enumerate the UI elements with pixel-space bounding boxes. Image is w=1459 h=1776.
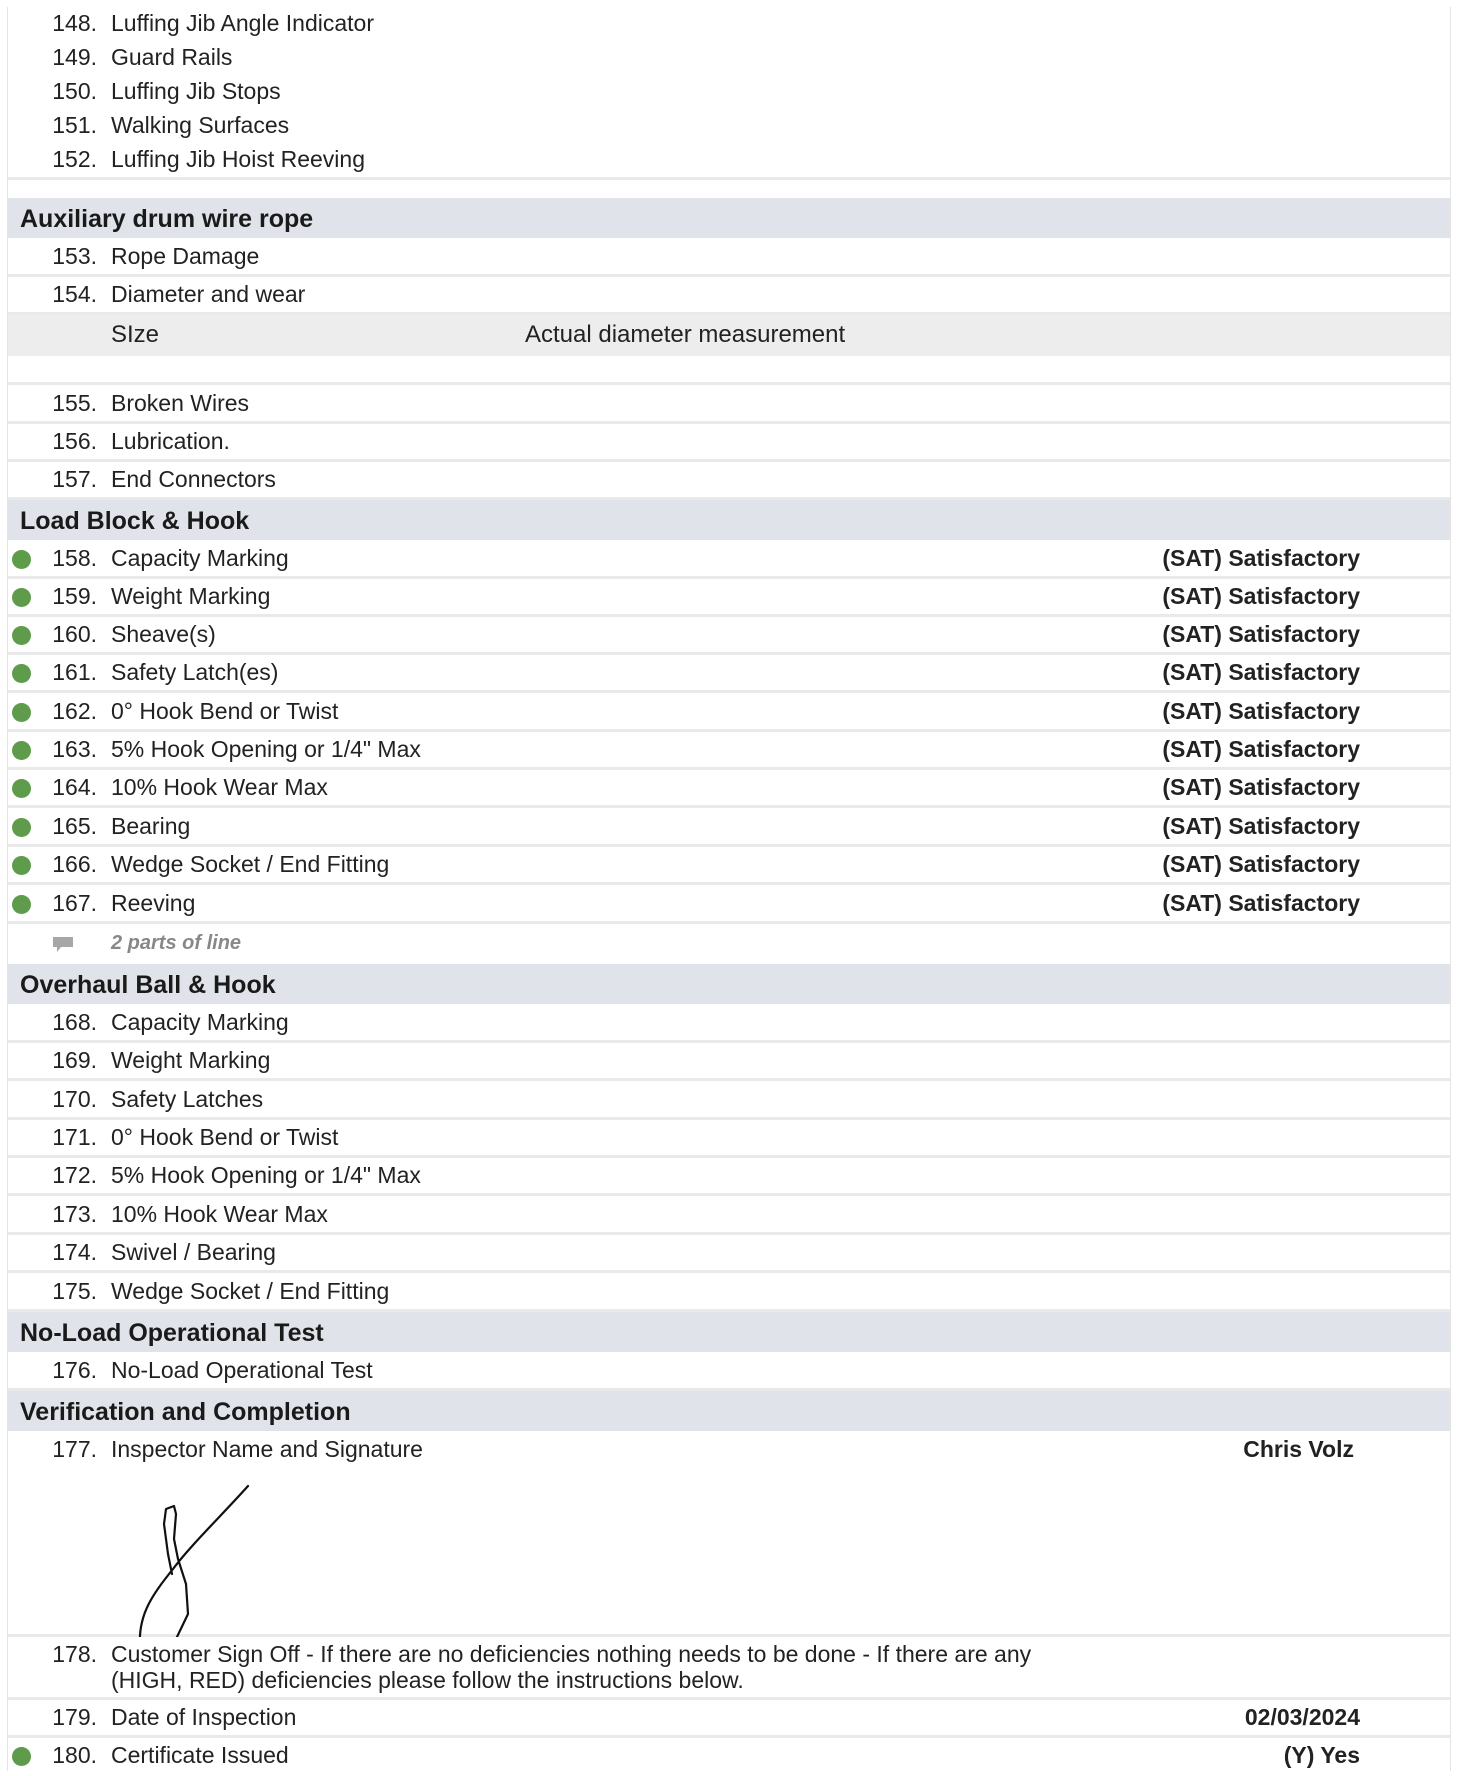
checklist-row <box>8 142 1450 180</box>
item-number: 173. <box>52 1201 97 1227</box>
item-label: Sheave(s) <box>111 621 216 647</box>
section-title: Load Block & Hook <box>20 507 250 535</box>
checklist-row <box>8 6 1450 44</box>
status-dot-icon <box>12 664 31 683</box>
inspector-signature <box>128 1484 258 1654</box>
item-label: Customer Sign Off - If there are no deficiencies nothing needs to be done - If there are any (HIGH, RED) deficiencies please follow the instructions below. <box>111 1641 1032 1693</box>
item-number: 164. <box>52 774 97 800</box>
status-dot-icon <box>12 588 31 607</box>
item-status: (SAT) Satisfactory <box>1162 736 1360 762</box>
item-number: 172. <box>52 1162 97 1188</box>
checklist-row <box>8 579 1450 617</box>
checklist-row <box>8 1158 1450 1196</box>
checklist-row <box>8 1043 1450 1081</box>
item-status: (SAT) Satisfactory <box>1162 698 1360 724</box>
item-label: Broken Wires <box>111 390 250 416</box>
status-dot-icon <box>12 895 31 914</box>
comment-row <box>8 924 1450 964</box>
item-label: Diameter and wear <box>111 281 306 307</box>
status-dot-icon <box>12 1747 31 1766</box>
diameter-table-row <box>8 356 1450 385</box>
item-label: Weight Marking <box>111 1047 271 1073</box>
item-number: 177. <box>52 1436 97 1462</box>
status-dot-icon <box>12 856 31 875</box>
status-dot-icon <box>12 703 31 722</box>
diameter-column-header: Actual diameter measurement <box>525 321 846 348</box>
comment-icon <box>52 936 74 959</box>
item-status: (Y) Yes <box>1283 1742 1360 1768</box>
item-status: (SAT) Satisfactory <box>1162 621 1360 647</box>
item-number: 178. <box>52 1641 97 1667</box>
item-label: Wedge Socket / End Fitting <box>111 851 390 877</box>
checklist-row <box>8 277 1450 315</box>
section-title: Verification and Completion <box>20 1398 351 1426</box>
checklist-row <box>8 770 1450 808</box>
checklist-row <box>8 239 1450 277</box>
item-number: 156. <box>52 428 97 454</box>
item-number: 176. <box>52 1357 97 1383</box>
item-label: Rope Damage <box>111 243 260 269</box>
item-label: Bearing <box>111 813 191 839</box>
item-label: Luffing Jib Hoist Reeving <box>111 146 365 172</box>
section-title: Overhaul Ball & Hook <box>20 971 276 999</box>
inspection-date: 02/03/2024 <box>1244 1704 1360 1730</box>
item-status: (SAT) Satisfactory <box>1162 890 1360 916</box>
item-number: 166. <box>52 851 97 877</box>
item-number: 175. <box>52 1278 97 1304</box>
section-header-verification <box>8 1391 1450 1431</box>
checklist-row <box>8 386 1450 424</box>
item-number: 158. <box>52 545 97 571</box>
item-number: 155. <box>52 390 97 416</box>
item-label: Inspector Name and Signature <box>111 1436 423 1462</box>
item-label: End Connectors <box>111 466 276 492</box>
checklist-row <box>8 732 1450 770</box>
section-header-load-block <box>8 500 1450 540</box>
item-number: 161. <box>52 659 97 685</box>
status-dot-icon <box>12 818 31 837</box>
item-number: 148. <box>52 10 97 36</box>
item-label: 5% Hook Opening or 1/4" Max <box>111 736 421 762</box>
checklist-row <box>8 1700 1450 1738</box>
checklist-row <box>8 1274 1450 1312</box>
item-label: Weight Marking <box>111 583 271 609</box>
size-column-header: SIze <box>111 321 160 348</box>
item-number: 160. <box>52 621 97 647</box>
item-number: 149. <box>52 44 97 70</box>
checklist-row <box>8 108 1450 146</box>
item-number: 168. <box>52 1009 97 1035</box>
checklist-row <box>8 424 1450 462</box>
checklist-row <box>8 809 1450 847</box>
item-label: Lubrication. <box>111 428 230 454</box>
item-label: No-Load Operational Test <box>111 1357 373 1383</box>
item-label: Reeving <box>111 890 196 916</box>
item-number: 171. <box>52 1124 97 1150</box>
item-number: 159. <box>52 583 97 609</box>
item-number: 167. <box>52 890 97 916</box>
item-number: 163. <box>52 736 97 762</box>
item-label: Luffing Jib Angle Indicator <box>111 10 374 36</box>
checklist-row <box>8 1082 1450 1120</box>
item-label: 10% Hook Wear Max <box>111 1201 328 1227</box>
item-label: Capacity Marking <box>111 545 289 571</box>
item-status: (SAT) Satisfactory <box>1162 659 1360 685</box>
item-label: Capacity Marking <box>111 1009 289 1035</box>
item-label: 0° Hook Bend or Twist <box>111 698 339 724</box>
item-number: 165. <box>52 813 97 839</box>
item-label: Walking Surfaces <box>111 112 290 138</box>
item-label: Wedge Socket / End Fitting <box>111 1278 390 1304</box>
item-label: 0° Hook Bend or Twist <box>111 1124 339 1150</box>
item-number: 152. <box>52 146 97 172</box>
comment-text: 2 parts of line <box>111 932 242 954</box>
checklist-row <box>8 74 1450 112</box>
checklist-row <box>8 655 1450 693</box>
section-header-auxiliary-drum <box>8 198 1450 238</box>
status-dot-icon <box>12 550 31 569</box>
checklist-row <box>8 1353 1450 1391</box>
checklist-row <box>8 886 1450 924</box>
checklist-row <box>8 617 1450 655</box>
checklist-row <box>8 462 1450 500</box>
checklist-row <box>8 1637 1450 1700</box>
item-number: 150. <box>52 78 97 104</box>
item-number: 169. <box>52 1047 97 1073</box>
item-status: (SAT) Satisfactory <box>1162 774 1360 800</box>
item-number: 157. <box>52 466 97 492</box>
status-dot-icon <box>12 626 31 645</box>
item-label: Luffing Jib Stops <box>111 78 281 104</box>
checklist-row <box>8 694 1450 732</box>
section-title: No-Load Operational Test <box>20 1319 324 1347</box>
checklist-row <box>8 1005 1450 1043</box>
item-label: Guard Rails <box>111 44 233 70</box>
item-number: 170. <box>52 1086 97 1112</box>
item-number: 154. <box>52 281 97 307</box>
checklist-row <box>8 1197 1450 1235</box>
section-header-no-load-test <box>8 1312 1450 1352</box>
checklist-row <box>8 1432 1450 1637</box>
item-number: 162. <box>52 698 97 724</box>
checklist-row <box>8 1120 1450 1158</box>
checklist-row <box>8 40 1450 78</box>
item-number: 180. <box>52 1742 97 1768</box>
checklist-row <box>8 847 1450 885</box>
item-status: (SAT) Satisfactory <box>1162 851 1360 877</box>
inspector-name: Chris Volz <box>1243 1436 1354 1462</box>
status-dot-icon <box>12 779 31 798</box>
item-label: Swivel / Bearing <box>111 1239 276 1265</box>
diameter-table-header <box>8 315 1450 356</box>
item-label: 5% Hook Opening or 1/4" Max <box>111 1162 421 1188</box>
item-status: (SAT) Satisfactory <box>1162 813 1360 839</box>
section-title: Auxiliary drum wire rope <box>20 205 314 233</box>
item-label: Safety Latches <box>111 1086 264 1112</box>
item-number: 174. <box>52 1239 97 1265</box>
item-number: 151. <box>52 112 97 138</box>
item-label: Date of Inspection <box>111 1704 297 1730</box>
checklist-row <box>8 1738 1450 1776</box>
status-dot-icon <box>12 741 31 760</box>
item-number: 153. <box>52 243 97 269</box>
item-label: Certificate Issued <box>111 1742 289 1768</box>
item-number: 179. <box>52 1704 97 1730</box>
item-status: (SAT) Satisfactory <box>1162 545 1360 571</box>
section-header-overhaul-ball <box>8 964 1450 1004</box>
checklist-row <box>8 1235 1450 1273</box>
item-status: (SAT) Satisfactory <box>1162 583 1360 609</box>
item-label: 10% Hook Wear Max <box>111 774 328 800</box>
checklist-row <box>8 541 1450 579</box>
item-label: Safety Latch(es) <box>111 659 279 685</box>
